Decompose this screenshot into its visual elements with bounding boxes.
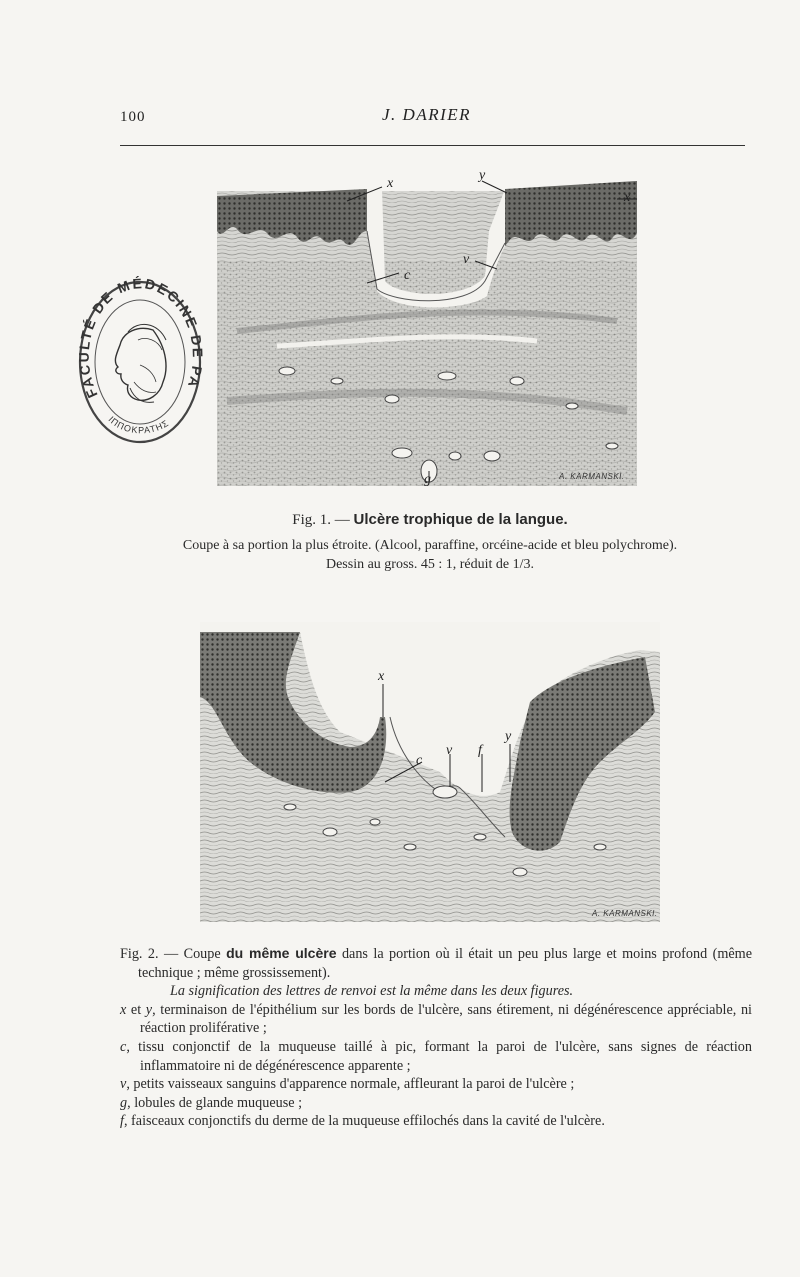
figure-1-histology-drawing [217,171,637,486]
legend-text-x-y: , terminaison de l'épithélium sur les bords de l'ulcère, sans étirement, ni dégénérescence appréciable, ni réaction proliférative ; [140,1001,752,1037]
figure-2-caption-prefix: Fig. 2. — Coupe [120,946,227,962]
figure-2-artist-signature: A. KARMANSKI. [592,909,658,918]
figure-1-title-prefix: Fig. 1. — [292,512,354,528]
legend-item-f [120,1112,752,1131]
legend-text-g: , lobules de glande muqueuse ; [127,1094,303,1111]
library-stamp [68,270,208,450]
header-rule [120,145,745,146]
figure-2-label-y: y [505,729,512,744]
figure-1-description: Coupe à sa portion la plus étroite. (Alcool, paraffine, orcéine-acide et bleu polychrome). Dessin au gross. 45 : 1, réduit de 1/3. [182,538,678,572]
figure-1-artist-signature: A. KARMANSKI. [559,472,625,481]
figure-2-caption-rest: dans la portion où il était un peu plus large et moins profond (même technique ; même grossissement). [138,946,753,981]
legend-text-f: , faisceaux conjonctifs du derme de la muqueuse effilochés dans la cavité de l'ulcère. [123,1113,605,1130]
legend-key-x: x [120,1001,127,1018]
legend-note: La signification des lettres de renvoi est la même dans les deux figures. [170,983,574,1000]
figure-2-caption-bold: du même ulcère [226,945,337,961]
figure-2-histology-drawing [200,622,660,922]
legend-item-v [120,1075,752,1094]
figure-2-label-v: v [446,743,453,758]
legend-item-g [120,1094,752,1113]
figure-2-label-c: c [416,753,423,768]
figure-2-illustration [200,622,660,922]
legend-item-x-y [120,1001,752,1038]
stamp-seal-graphic [68,270,208,450]
figure-1-title-bold: Ulcère trophique de la langue. [353,511,568,528]
figure-2-label-f: f [478,743,482,758]
legend-item-c [120,1038,752,1075]
figure-1-illustration [217,171,637,486]
legend-key-connector: et [126,1001,146,1018]
figure-1-label-y: y [479,171,486,183]
figure-2-legend [120,944,752,1131]
svg-text:FACULTÉ DE MÉDECINE DE PARIS: FACULTÉ DE MÉDECINE DE PA [75,275,206,401]
figure-1-title [165,510,695,530]
legend-text-c: , tissu conjonctif de la muqueuse taillé à pic, formant la paroi de l'ulcère, sans signes de réaction inflammatoire ni de dégénérescence apparente ; [126,1038,752,1074]
page-header [120,103,745,143]
figure-2-label-x: x [378,669,385,684]
legend-key-y: y [145,1001,153,1018]
figure-1-label-x-left: x [387,176,394,191]
figure-1-label-v: v [463,252,470,267]
legend-key-v: v [120,1076,127,1093]
legend-key-g: g [120,1094,128,1111]
legend-text-v: , petits vaisseaux sanguins d'apparence normale, affleurant la paroi de l'ulcère ; [126,1076,575,1093]
legend-key-f: f [120,1113,124,1130]
page-number: 100 [120,109,146,125]
figure-1-label-g: g [424,472,431,486]
figure-1-label-x-right: x [624,190,631,205]
running-head: J. DARIER [382,105,472,124]
svg-text:ΙΠΠΟΚΡΑΤΗΣ: ΙΠΠΟΚΡΑΤΗΣ [106,414,171,436]
figure-1-label-c: c [404,268,411,283]
figure-2-caption [120,944,752,982]
figure-1-caption [165,510,695,574]
legend-key-c: c [120,1038,127,1055]
